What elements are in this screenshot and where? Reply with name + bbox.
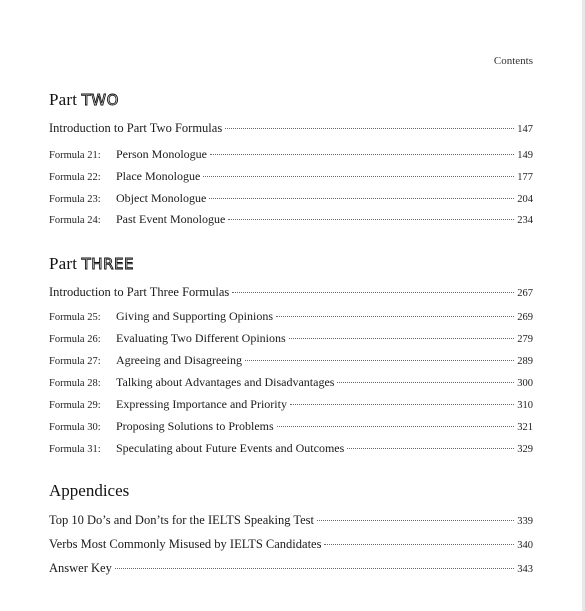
dot-leader [232, 292, 514, 293]
part-three-heading-word: Part [49, 254, 78, 273]
toc-entry-prefix: Formula 24: [49, 215, 101, 226]
toc-entry-prefix: Formula 31: [49, 444, 101, 455]
dot-leader [115, 568, 514, 569]
toc-entry-prefix: Formula 27: [49, 356, 101, 367]
dot-leader [210, 154, 514, 155]
toc-entry-title: Evaluating Two Different Opinions [116, 331, 286, 345]
part-two-heading [49, 90, 119, 110]
dot-leader [347, 448, 514, 449]
dot-leader [337, 382, 514, 383]
toc-entry-page: 321 [517, 422, 533, 433]
toc-entry-part-two-intro[interactable] [49, 121, 533, 137]
toc-entry-formula-24[interactable] [49, 212, 533, 228]
toc-entry-title: Place Monologue [116, 169, 201, 183]
running-header: Contents [493, 55, 533, 67]
toc-entry-prefix: Formula 28: [49, 378, 101, 389]
toc-entry-appendix-1[interactable] [49, 513, 533, 529]
toc-entry-formula-30[interactable] [49, 419, 533, 435]
toc-entry-page: 147 [517, 124, 533, 135]
toc-entry-page: 279 [517, 334, 533, 345]
toc-entry-part-three-intro[interactable] [49, 285, 533, 301]
toc-entry-title: Verbs Most Commonly Misused by IELTS Candidates [49, 537, 322, 551]
toc-entry-title: Introduction to Part Two Formulas [49, 121, 223, 135]
toc-entry-page: 149 [517, 150, 533, 161]
toc-entry-page: 269 [517, 312, 533, 323]
toc-entry-title: Giving and Supporting Opinions [116, 309, 274, 323]
dot-leader [225, 128, 514, 129]
toc-entry-formula-27[interactable] [49, 353, 533, 369]
toc-entry-page: 234 [517, 215, 533, 226]
part-three-heading [49, 254, 134, 274]
toc-entry-title: Expressing Importance and Priority [116, 397, 287, 411]
toc-entry-page: 329 [517, 444, 533, 455]
toc-entry-title: Answer Key [49, 561, 112, 575]
toc-entry-title: Proposing Solutions to Problems [116, 419, 274, 433]
toc-entry-formula-21[interactable] [49, 147, 533, 163]
toc-entry-prefix: Formula 23: [49, 194, 101, 205]
toc-entry-formula-22[interactable] [49, 169, 533, 185]
toc-entry-prefix: Formula 30: [49, 422, 101, 433]
toc-entry-page: 310 [517, 400, 533, 411]
toc-entry-prefix: Formula 26: [49, 334, 101, 345]
toc-entry-title: Past Event Monologue [116, 212, 226, 226]
toc-entry-formula-26[interactable] [49, 331, 533, 347]
dot-leader [277, 426, 515, 427]
toc-entry-page: 340 [517, 540, 533, 551]
toc-entry-page: 300 [517, 378, 533, 389]
toc-entry-title: Introduction to Part Three Formulas [49, 285, 230, 299]
dot-leader [245, 360, 514, 361]
toc-entry-title: Person Monologue [116, 147, 207, 161]
toc-entry-formula-28[interactable] [49, 375, 533, 391]
toc-entry-appendix-2[interactable] [49, 537, 533, 553]
toc-entry-page: 267 [517, 288, 533, 299]
toc-entry-prefix: Formula 25: [49, 312, 101, 323]
toc-entry-page: 343 [517, 564, 533, 575]
dot-leader [317, 520, 514, 521]
toc-entry-title: Agreeing and Disagreeing [116, 353, 242, 367]
toc-entry-prefix: Formula 22: [49, 172, 101, 183]
dot-leader [276, 316, 514, 317]
dot-leader [289, 338, 515, 339]
toc-entry-prefix: Formula 29: [49, 400, 101, 411]
toc-entry-page: 204 [517, 194, 533, 205]
toc-entry-title: Speculating about Future Events and Outcomes [116, 441, 345, 455]
toc-entry-prefix: Formula 21: [49, 150, 101, 161]
toc-entry-page: 339 [517, 516, 533, 527]
dot-leader [209, 198, 514, 199]
toc-entry-formula-31[interactable] [49, 441, 533, 457]
toc-entry-formula-23[interactable] [49, 191, 533, 207]
part-two-heading-word: Part [49, 90, 78, 109]
dot-leader [290, 404, 514, 405]
toc-entry-appendix-3[interactable] [49, 561, 533, 577]
toc-entry-formula-25[interactable] [49, 309, 533, 325]
part-two-heading-outline: TWO [81, 91, 119, 109]
toc-entry-formula-29[interactable] [49, 397, 533, 413]
dot-leader [203, 176, 514, 177]
toc-entry-page: 289 [517, 356, 533, 367]
part-three-heading-outline: THREE [81, 255, 134, 273]
toc-entry-title: Object Monologue [116, 191, 207, 205]
appendices-heading: Appendices [49, 481, 130, 500]
toc-entry-title: Top 10 Do’s and Don’ts for the IELTS Speaking Test [49, 513, 315, 527]
dot-leader [324, 544, 514, 545]
dot-leader [228, 219, 514, 220]
toc-entry-page: 177 [517, 172, 533, 183]
toc-entry-title: Talking about Advantages and Disadvantages [116, 375, 335, 389]
